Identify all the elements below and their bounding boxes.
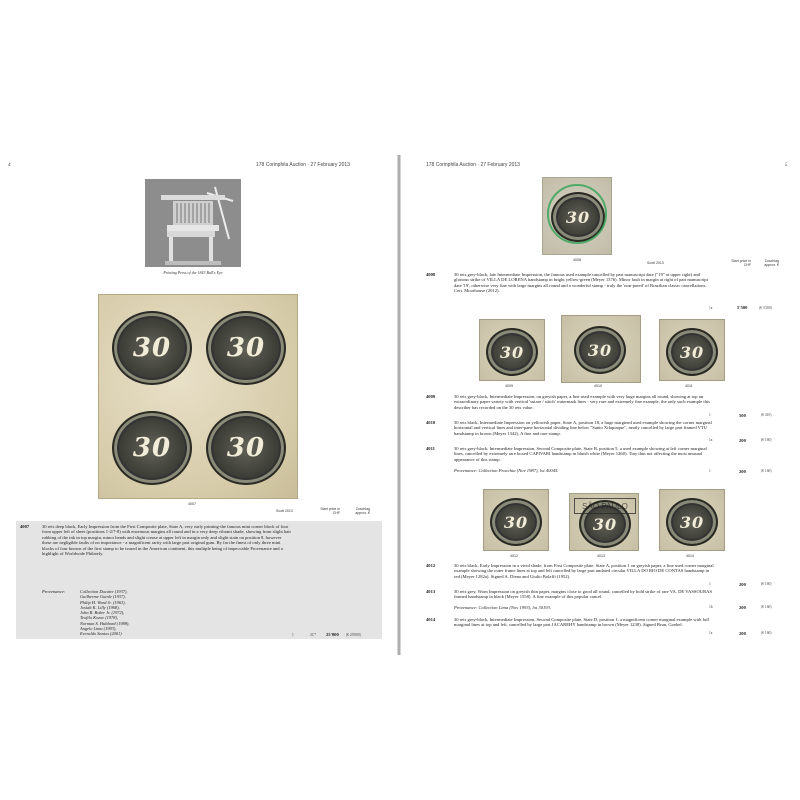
provenance-item: Everaldo Santos (2001) bbox=[80, 631, 122, 637]
lot-4011-stamp-image: 30 bbox=[659, 319, 725, 381]
lot-number: 4007 bbox=[20, 524, 30, 529]
lot-approx: (€ 3'200) bbox=[759, 306, 772, 310]
lot-4012-stamp-image: 30 bbox=[483, 489, 549, 551]
stamp-position-8: 30 bbox=[203, 403, 289, 493]
framed-cancel-mark: SÃO PAULO bbox=[574, 498, 636, 514]
col-head-approx: Zuschlag approx. € bbox=[764, 259, 779, 267]
lot-start-price: 200 bbox=[739, 469, 746, 474]
provenance-item: Guilherme Guinle (1937), bbox=[80, 594, 126, 600]
provenance-item: Teofilo Kozov (1978), bbox=[80, 615, 119, 621]
lot-start-price: 200 bbox=[739, 631, 746, 636]
scott-label: Scott 2013 bbox=[276, 509, 293, 513]
scott-label: Scott 2013 bbox=[647, 261, 664, 265]
lot-cat: 1a bbox=[709, 438, 713, 442]
lot-number: 4013 bbox=[426, 589, 436, 594]
lot-number: 4009 bbox=[426, 394, 436, 399]
page-number: 4 bbox=[8, 163, 11, 168]
lot-cat: 1 bbox=[709, 469, 711, 473]
lot-cat: 1 bbox=[709, 582, 711, 586]
lot-provenance: Provenance: Collection Lima (Nov 1993), lot 30193. bbox=[454, 605, 552, 610]
lot-number: 4010 bbox=[426, 420, 436, 425]
lot-number: 4012 bbox=[426, 563, 436, 568]
green-cancel-mark bbox=[547, 184, 607, 244]
lot-start-price: 5'500 bbox=[737, 305, 748, 310]
provenance-list bbox=[80, 589, 240, 637]
lot-4010-stamp-image: 30 bbox=[561, 315, 641, 383]
lot-description: 30 reis black, Early Impression in a vivid shade, from First Composite plate, State A, position 1 on greyish paper, a fine used corner marginal example showing the outer frame lines at top and left cancelled by large part undated circular VILLA DO RIO DE CONTAS handstamp in red (Meyer 1282a). Signed A. Diena and Giulio Bolaffi (1952). bbox=[454, 563, 714, 579]
lot-approx: (€ 160) bbox=[761, 605, 772, 609]
stamp-position-2: 30 bbox=[203, 303, 289, 393]
left-page bbox=[0, 155, 397, 655]
lot-cat: 1 bbox=[709, 413, 711, 417]
page-number: 5 bbox=[785, 163, 788, 168]
lot-scott: 2C* bbox=[310, 633, 316, 637]
printing-press-image bbox=[145, 179, 241, 267]
lot-approx: (€ 160) bbox=[761, 582, 772, 586]
lot-4013-stamp-image: 30 SÃO PAULO bbox=[569, 493, 639, 551]
lot-approx: (€ 160) bbox=[761, 631, 772, 635]
lot-description: 30 reis grey-black, Intermediate Impression, Second Composite plate, State D, position 1, a magnificent corner marginal example with full marginal lines at top and left, cancelled by large part JACAREHY handstamp in brown (Meyer 1238). Signed Brun, Goebel. bbox=[454, 617, 709, 628]
lot-cat: 1 bbox=[292, 633, 294, 637]
col-head-start-price: Start price in CHF bbox=[731, 259, 751, 267]
caption-4009: 4009 bbox=[505, 384, 513, 388]
press-caption: Printing Press of the 1843 Bull's Eye bbox=[163, 270, 223, 275]
lot-approx: (€ 410) bbox=[761, 413, 772, 417]
lot-description: 30 reis black, Intermediate Impression on yellowish paper, State A, position 18, a huge margined used example showing the corner marginal horizontal and vertical lines and inter-pane horizontal dividing line below "Santo Xifapiaque", neatly cancelled by large part framed VTU handstamp in brown (Meyer 1342). A fine and rare stamp. bbox=[454, 420, 712, 436]
lot-description: 30 reis grey-black, late Intermediate Impression, the famous used example cancelled by part manuscript date ("19" at upper right) and glorious strike of VILLA DE LORENA handstamp in bright yellow-green (Meyer 1376). Minor fault in margin at right of part manuscript date '19', otherwise very fine with large margins all round and a wonderful stamp - truly the 'non-pareil' of Brazilian classic cancellations. Cert. Moorhouse (2012). bbox=[454, 272, 708, 294]
lot-number: 4011 bbox=[426, 446, 435, 451]
lot-cat: 1a bbox=[709, 631, 713, 635]
provenance-item: Josiah K. Lilly (1968), bbox=[80, 604, 120, 610]
lot-start-price: 25'000 bbox=[326, 632, 339, 637]
lot-4008-stamp-image: 30 bbox=[542, 177, 612, 255]
lot-provenance: Provenance: Collection Pracchia (Nov 1987), lot 40045. bbox=[454, 468, 559, 473]
col-head-approx: Zuschlag approx. € bbox=[355, 507, 370, 515]
lot-4009-stamp-image: 30 bbox=[479, 319, 545, 381]
lot-cat: 1b bbox=[709, 605, 713, 609]
provenance-item: Philip H. Ward Jr. (1963), bbox=[80, 599, 126, 605]
lot-description: 30 reis grey, Worn Impression on greyish thin paper, margins close to good all round, cancelled by bold strike of rare VA. DE VASSOURAS framed handstamp in black (Meyer 1558). A fine example of this popular cancel. bbox=[454, 589, 713, 600]
lot-approx: (€ 20'000) bbox=[346, 633, 361, 637]
lot-description: 30 reis grey-black, Intermediate Impression, Second Composite plate, State B, position 5, a used example showing at left corner marginal lines, cancelled by extremely rare boxed CAPIVARI handstamp in bluish white (Meyer 1260). Tiny thin not affecting the most unusual appearance of this stamp. bbox=[454, 446, 707, 462]
lot-cat: 1a bbox=[709, 306, 713, 310]
block-of-four-image bbox=[98, 294, 298, 499]
lot-description: 30 reis deep black, Early Impression from the First Composite plate, State A, very early printing-the famous mint corner block of four from upper left of sheet (positions 1-2/7-8) with enormous margins all round and in a very deep vibrant shade, showing from slight hair rubbing of the ink in top margin, minor bends and slight crease at upper left in margin only and slight stain on position 8, however these are negligible faults of no importance - a magnificent rarity with large part original gum. By far the finest of only three mint blocks of four known of the first stamp to be issued in the American continent, this multiple being of impeccable Provenance and a highlight of Worldwide Philately. bbox=[42, 524, 292, 557]
right-page bbox=[401, 155, 800, 655]
lot-number: 4008 bbox=[426, 272, 436, 277]
col-head-start-price: Start price in CHF bbox=[320, 507, 340, 515]
catalogue-spread bbox=[0, 155, 800, 655]
lot-4014-stamp-image: 30 bbox=[659, 489, 725, 551]
lot-start-price: 200 bbox=[739, 438, 746, 443]
stamp-position-1: 30 bbox=[109, 303, 195, 393]
lot-approx: (€ 160) bbox=[761, 469, 772, 473]
provenance-item: John R. Boker Jr. (1972), bbox=[80, 610, 125, 616]
provenance-item: Angelo Lima (1993), bbox=[80, 626, 117, 632]
caption-4012: 4012 bbox=[510, 554, 518, 558]
page-header-title: 178 Corinphila Auction · 27 February 2013 bbox=[256, 162, 350, 168]
stamp-position-7: 30 bbox=[109, 403, 195, 493]
provenance-label: Provenance: bbox=[42, 589, 66, 594]
lot-approx: (€ 160) bbox=[761, 438, 772, 442]
caption-4011: 4011 bbox=[685, 384, 693, 388]
block-caption: 4007 bbox=[188, 502, 196, 506]
page-header-title: 178 Corinphila Auction · 27 February 2013 bbox=[426, 162, 520, 168]
lot-description: 30 reis grey-black, Intermediate Impression, on greyish paper, a fine used example with very large margins all round, showing at top an extraordinary paper variety with vertical 'sutare / stitch' watermark lines - very rare and extremely fine example, the only such example this describer has recorded on the 30 reis value. bbox=[454, 394, 710, 410]
caption-4008: 4008 bbox=[573, 258, 581, 262]
provenance-item: Norman S. Hubbard (1988), bbox=[80, 620, 130, 626]
lot-start-price: 500 bbox=[739, 413, 746, 418]
lot-start-price: 200 bbox=[739, 582, 746, 587]
lot-start-price: 200 bbox=[739, 605, 746, 610]
caption-4013: 4013 bbox=[597, 554, 605, 558]
caption-4014: 4014 bbox=[686, 554, 694, 558]
provenance-item: Collection Ducaire (1937), bbox=[80, 589, 128, 594]
lot-number: 4014 bbox=[426, 617, 436, 622]
caption-4010: 4010 bbox=[594, 384, 602, 388]
